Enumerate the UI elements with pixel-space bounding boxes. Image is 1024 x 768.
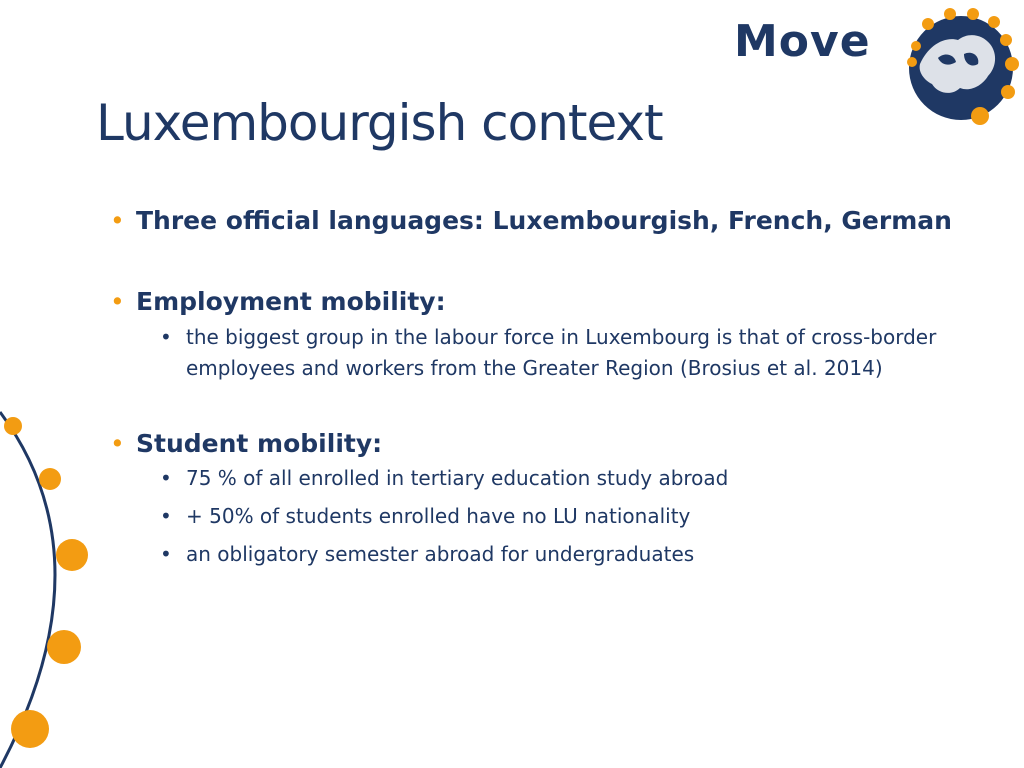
sub-bullet-study-abroad: [160, 463, 990, 494]
sub-bullet-text: an obligatory semester abroad for undergraduates: [186, 541, 695, 566]
sub-bullet-dot: •: [160, 541, 172, 566]
bullet-dot: •: [110, 206, 125, 235]
slide-title: Luxembourgish context: [96, 94, 663, 152]
sub-bullet-text: + 50% of students enrolled have no LU nationality: [186, 503, 691, 528]
sub-bullet-text: 75 % of all enrolled in tertiary education study abroad: [186, 465, 729, 490]
bullet-text: Three official languages: Luxembourgish, French, German: [136, 206, 952, 235]
sub-bullet-obligatory-semester: [160, 539, 990, 570]
europe-globe-icon: [898, 6, 1024, 130]
logo-wordmark: Move: [734, 16, 871, 67]
bullet-languages: [110, 205, 990, 236]
sub-bullet-dot: •: [160, 503, 172, 528]
bullet-student-mobility: [110, 428, 990, 459]
sub-bullet-text: the biggest group in the labour force in Luxembourg is that of cross-border employees and workers from the Greater Region (Brosius et al. 2014): [186, 324, 937, 380]
bullet-dot: •: [110, 428, 125, 458]
bullet-dot: •: [110, 287, 125, 317]
bullet-text: Student mobility:: [136, 428, 383, 458]
bullet-employment-mobility: [110, 286, 990, 317]
bullet-list: [110, 205, 990, 570]
sub-bullet-dot: •: [160, 324, 172, 349]
move-logo: [730, 6, 1024, 130]
sub-bullet-nationality: [160, 501, 990, 532]
sub-bullet-dot: •: [160, 465, 172, 490]
bullet-text: Employment mobility:: [136, 287, 446, 317]
sub-bullet-cross-border: [160, 322, 976, 384]
